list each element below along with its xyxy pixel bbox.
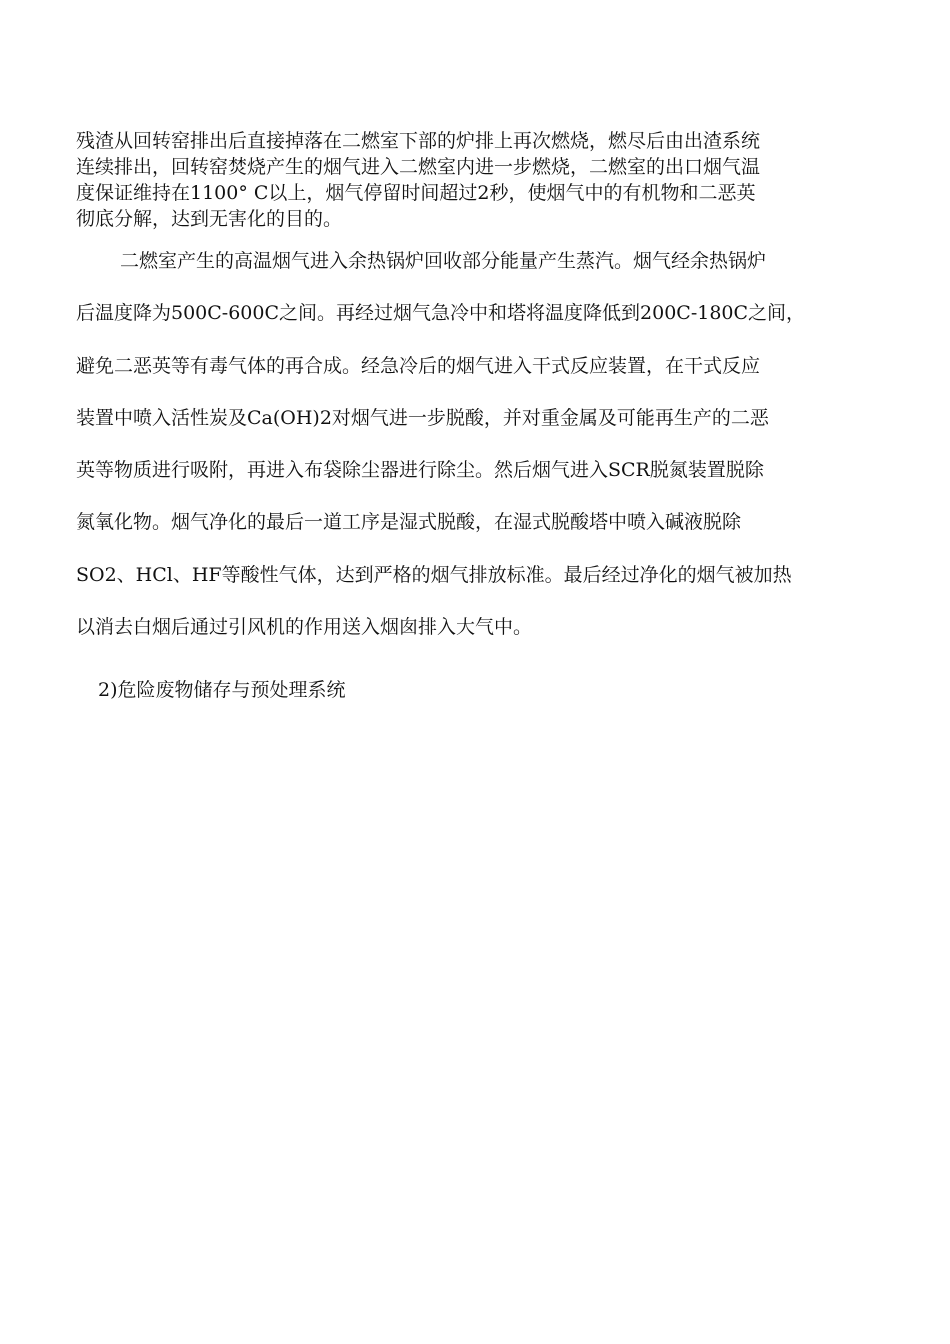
- text-line: 避免二恶英等有毒气体的再合成。经急冷后的烟气进入干式反应装置，在干式反应: [76, 354, 761, 377]
- text-line: 彻底分解，达到无害化的目的。: [76, 208, 343, 230]
- text-line: 氮氧化物。烟气净化的最后一道工序是湿式脱酸，在湿式脱酸塔中喷入碱液脱除: [76, 511, 742, 534]
- text-line: 装置中喷入活性炭及Ca(OH)2对烟气进一步脱酸，并对重金属及可能再生产的二恶: [76, 406, 769, 429]
- text-line: 二燃室产生的高温烟气进入余热锅炉回收部分能量产生蒸汽。烟气经余热锅炉: [120, 250, 767, 272]
- paragraph-flue-gas-treatment: [76, 248, 876, 666]
- text-line: 残渣从回转窑排出后直接掉落在二燃室下部的炉排上再次燃烧，燃尽后由出渣系统: [76, 130, 761, 152]
- section-heading: 2)危险废物储存与预处理系统: [98, 679, 346, 701]
- text-line: SO2、HCl、HF等酸性气体，达到严格的烟气排放标准。最后经过净化的烟气被加热: [76, 563, 792, 586]
- text-line: 度保证维持在1100° C以上，烟气停留时间超过2秒，使烟气中的有机物和二恶英: [76, 182, 756, 204]
- text-line: 后温度降为500C-600C之间。再经过烟气急冷中和塔将温度降低到200C-180C之间，: [76, 302, 806, 325]
- text-line: 以消去白烟后通过引风机的作用送入烟囱排入大气中。: [76, 616, 533, 639]
- text-line: 连续排出，回转窑焚烧产生的烟气进入二燃室内进一步燃烧，二燃室的出口烟气温: [76, 156, 761, 178]
- text-line: 英等物质进行吸附，再进入布袋除尘器进行除尘。然后烟气进入SCR脱氮装置脱除: [76, 459, 764, 482]
- paragraph-residue-combustion: [76, 128, 876, 232]
